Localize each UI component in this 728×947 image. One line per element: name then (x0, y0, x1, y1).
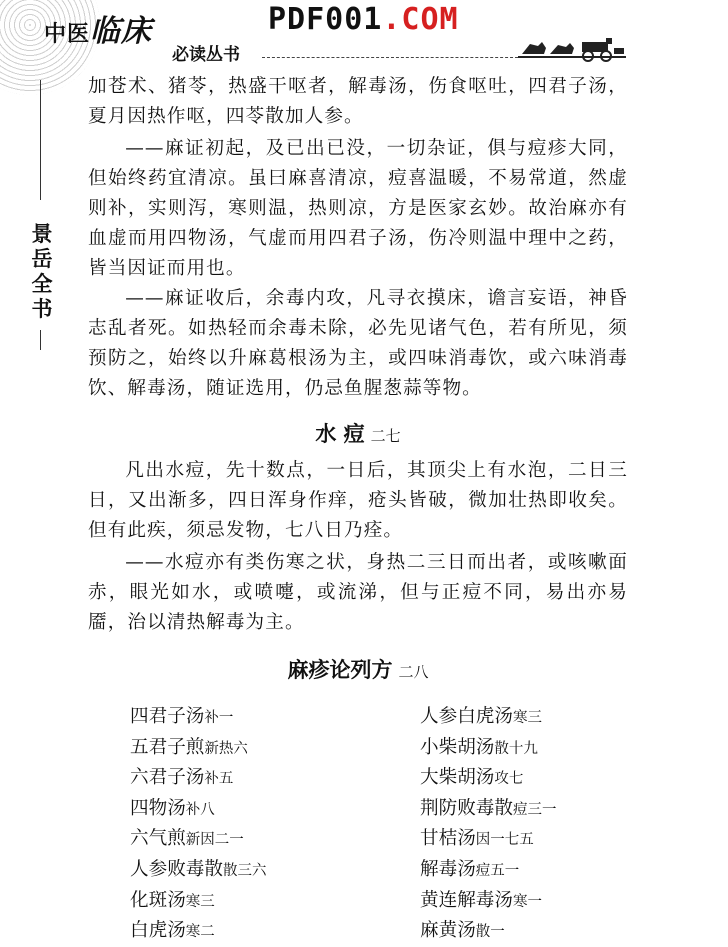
formula-name: 黄连解毒汤 (420, 889, 513, 911)
formula-code: 因一七五 (475, 832, 534, 849)
formula-code: 寒三 (185, 893, 215, 910)
paragraph: ——麻证初起，及已出已没，一切杂证，俱与痘疹大同，但始终药宜清凉。虽曰麻喜清凉，痘喜温暖，不易常道，然虚则补，实则泻，寒则温，热则凉，方是医家玄妙。故治麻亦有血虚而用四物汤，气虚而用四君子汤，伤冷则温中理中之药，皆当因证而用也。 (88, 138, 628, 279)
formula-code: 散一 (475, 924, 505, 941)
formula-name: 六气煎 (130, 828, 186, 850)
formula-code: 散三六 (222, 862, 267, 879)
formula-list-left (130, 702, 266, 947)
formula-code: 补八 (185, 801, 215, 818)
header-rule (262, 57, 518, 58)
formula-name: 大柴胡汤 (420, 767, 495, 789)
formula-code: 补一 (204, 710, 234, 726)
formula-item (130, 916, 266, 947)
formula-name: 四君子汤 (130, 706, 205, 727)
watermark (268, 2, 459, 37)
section-number: 二七 (370, 427, 401, 445)
formula-item (420, 763, 556, 794)
watermark-suffix: .COM (382, 2, 459, 37)
margin-rule (40, 80, 41, 200)
section-title: 麻疹论列方 (287, 658, 393, 682)
page-header (0, 0, 728, 80)
carriage-icon (516, 36, 628, 64)
book-title-vertical: 景岳全书 (31, 222, 53, 321)
formula-name: 白虎汤 (130, 920, 186, 942)
formula-code: 寒三 (512, 710, 542, 726)
formula-item (130, 763, 266, 794)
formula-item (130, 855, 266, 886)
series-subtitle: 必读丛书 (172, 45, 240, 65)
section-number: 二八 (398, 663, 429, 681)
formula-code: 新热六 (204, 740, 248, 757)
formula-item (130, 702, 266, 733)
formula-item (420, 855, 556, 886)
paragraph: ——麻证收后，余毒内攻，凡寻衣摸床，谵言妄语，神昏志乱者死。如热轻而余毒未除，必先见诸气色，若有所见，须预防之，始终以升麻葛根汤为主，或四味消毒饮，或六味消毒饮、解毒汤，随证选用，仍忌鱼腥葱蒜等物。 (88, 288, 628, 399)
series-main-text: 临床 (90, 14, 153, 49)
paragraph: 凡出水痘，先十数点，一日后，其顶尖上有水泡，二日三日，又出渐多，四日浑身作痒，疮头皆破，微加壮热即收矣。但有此疾，须忌发物，七八日乃痊。 (88, 460, 628, 541)
watermark-main: PDF001 (268, 2, 383, 37)
formula-code: 痘五一 (475, 862, 520, 879)
paragraph: 加苍术、猪苓，热盛干呕者，解毒汤，伤食呕吐，四君子汤，夏月因热作呕，四苓散加人参。 (88, 76, 628, 127)
section-heading (88, 654, 628, 684)
formula-code: 新因二一 (185, 832, 244, 849)
formula-code: 补五 (204, 771, 234, 788)
formula-code: 寒二 (185, 924, 215, 941)
series-prefix: 中医 (44, 22, 91, 47)
series-title (44, 6, 152, 50)
formula-name: 甘桔汤 (420, 828, 476, 850)
formula-item (420, 733, 556, 764)
paragraph: ——水痘亦有类伤寒之状，身热二三日而出者，或咳嗽面赤，眼光如水，或喷嚏，或流涕，但与正痘不同，易出亦易靥，治以清热解毒为主。 (88, 552, 628, 633)
formula-item (420, 824, 556, 855)
formula-name: 荆防败毒散 (420, 797, 513, 819)
formula-name: 四物汤 (130, 797, 186, 819)
formula-item (130, 794, 266, 825)
margin-rule-bottom (40, 330, 41, 350)
formula-code: 攻七 (494, 771, 524, 788)
formula-name: 麻黄汤 (420, 920, 476, 942)
section-heading (88, 418, 628, 448)
formula-name: 人参白虎汤 (420, 706, 513, 727)
formula-code: 散十九 (494, 740, 538, 757)
formula-item (130, 886, 266, 917)
formula-item (420, 702, 556, 733)
formula-item (130, 733, 266, 764)
formula-item (420, 794, 556, 825)
formula-name: 解毒汤 (420, 858, 476, 880)
formula-name: 五君子煎 (130, 736, 205, 758)
formula-list-right (420, 702, 556, 947)
formula-code: 痘三一 (512, 801, 557, 818)
formula-item (420, 886, 556, 917)
formula-item (130, 824, 266, 855)
formula-name: 小柴胡汤 (420, 736, 495, 758)
formula-name: 人参败毒散 (130, 858, 223, 880)
section-title: 水 痘 (315, 422, 365, 446)
formula-name: 化斑汤 (130, 889, 186, 911)
formula-code: 寒一 (512, 893, 542, 910)
formula-item (420, 916, 556, 947)
formula-name: 六君子汤 (130, 767, 205, 789)
